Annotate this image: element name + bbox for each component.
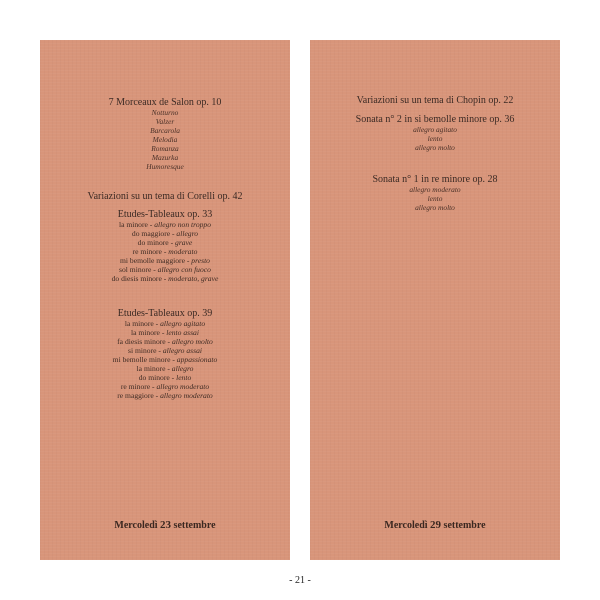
- date-month: settembre: [173, 520, 216, 531]
- movement-line: Romanza: [151, 144, 179, 153]
- movement-line: la minore - allegro: [136, 364, 194, 373]
- movement-line: sol minore - allegro con fuoco: [119, 265, 211, 274]
- work-title: Etudes-Tableaux op. 33: [117, 209, 213, 220]
- movement-line: re maggiore - allegro moderato: [117, 391, 213, 400]
- movement-line: mi bemolle minore - appassionato: [112, 355, 218, 364]
- page-number: - 21 -: [289, 575, 311, 586]
- movement-line: si minore - allegro assai: [128, 346, 202, 355]
- movement-line: la minore - allegro non troppo: [118, 220, 212, 229]
- work-title: Variazioni su un tema di Chopin op. 22: [356, 95, 514, 106]
- movement-line: do diesis minore - moderato, grave: [111, 274, 219, 283]
- work-title: Etudes-Tableaux op. 39: [117, 308, 213, 319]
- movement-line: do minore - grave: [137, 238, 193, 247]
- work-etudes-tableaux-op39: [40, 308, 290, 400]
- movement-line: lento: [427, 194, 443, 203]
- movement-line: Valzer: [155, 117, 175, 126]
- movement-line: fa diesis minore - allegro molto: [117, 337, 213, 346]
- work-title: Sonata n° 2 in si bemolle minore op. 36: [355, 114, 515, 125]
- movement-line: Melodia: [152, 135, 178, 144]
- work-etudes-tableaux-op33: [40, 209, 290, 283]
- date-weekday: Mercoledì: [114, 520, 158, 531]
- date-month: settembre: [443, 520, 486, 531]
- work-morceaux-de-salon: [40, 97, 290, 171]
- work-sonata-2: [310, 114, 560, 152]
- work-title: 7 Morceaux de Salon op. 10: [108, 97, 222, 108]
- movement-line: allegro agitato: [413, 125, 457, 134]
- program-panel-left: [40, 40, 290, 560]
- work-title: Sonata n° 1 in re minore op. 28: [372, 174, 498, 185]
- movement-line: allegro molto: [415, 143, 455, 152]
- movement-line: Notturno: [151, 108, 179, 117]
- program-panel-right: [310, 40, 560, 560]
- work-sonata-1: [310, 174, 560, 212]
- movement-line: do maggiore - allegro: [131, 229, 199, 238]
- date-day: 23: [160, 519, 172, 531]
- movement-line: re minore - allegro moderato: [120, 382, 210, 391]
- date-day: 29: [430, 519, 442, 531]
- movement-line: mi bemolle maggiore - presto: [120, 256, 210, 265]
- movement-line: allegro molto: [415, 203, 455, 212]
- movement-line: la minore - lento assai: [131, 328, 199, 337]
- movement-line: lento: [427, 134, 443, 143]
- movement-line: re minore - moderato: [132, 247, 198, 256]
- concert-date: [40, 519, 290, 531]
- movement-line: Mazurka: [151, 153, 179, 162]
- date-weekday: Mercoledì: [384, 520, 428, 531]
- movement-line: la minore - allegro agitato: [124, 319, 206, 328]
- work-chopin-variations: [310, 95, 560, 106]
- movement-line: allegro moderato: [409, 185, 461, 194]
- work-title: Variazioni su un tema di Corelli op. 42: [87, 191, 243, 202]
- work-corelli-variations: [40, 191, 290, 202]
- movement-line: Barcarola: [150, 126, 180, 135]
- movement-line: do minore - lento: [138, 373, 192, 382]
- movement-line: Humoresque: [146, 162, 184, 171]
- concert-date: [310, 519, 560, 531]
